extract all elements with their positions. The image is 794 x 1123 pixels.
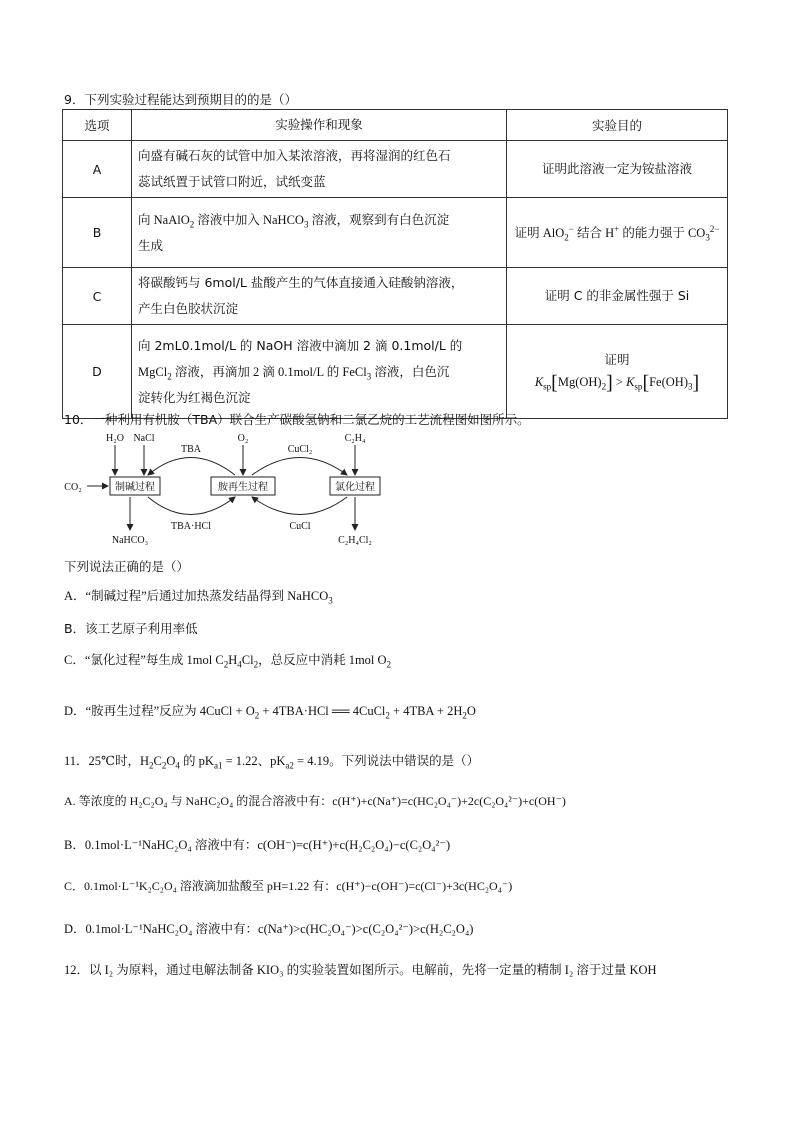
operation-line: 向盛有碱石灰的试管中加入某浓溶液，再将湿润的红色石 (138, 148, 451, 163)
row-operation (132, 325, 507, 419)
label-cucl2: CuCl₂ (287, 444, 313, 455)
operation-line: 产生白色胶状沉淀 (138, 301, 239, 316)
label-nacl: NaCl (133, 433, 155, 444)
row-operation (132, 268, 507, 325)
row-option: A (63, 141, 132, 198)
label-c2h4: C₂H₄ (344, 433, 366, 444)
operation-line: 向 NaAlO$_2$ 溶液中加入 NaHCO$_3$ 溶液，观察到有白色沉淀 (138, 212, 450, 229)
q11-option-a: A. 等浓度的 H₂C₂O₄ 与 NaHC₂O₄ 的混合溶液中有：c(H⁺)+c(Na⁺)=c(HC₂O₄⁻)+2c(C₂O₄²⁻)+c(OH⁻) (64, 794, 566, 808)
operation-line: MgCl$_2$ 溶液，再滴加 2 滴 0.1mol/L 的 FeCl$_3$ 溶液，白色沉 (138, 364, 450, 381)
label-o2: O₂ (237, 433, 249, 444)
label-h2o: H₂O (106, 433, 124, 444)
table-row (63, 268, 728, 325)
table-row (63, 325, 728, 419)
operation-line: 将碳酸钙与 6mol/L 盐酸产生的气体直接通入硅酸钠溶液， (138, 275, 464, 290)
table-row (63, 198, 728, 268)
row-purpose: 证明 AlO$_2$− 结合 H+ 的能力强于 $CO_3^{2-}$ (507, 198, 728, 268)
row-operation (132, 198, 507, 268)
row-option: C (63, 268, 132, 325)
q10-option-d: D．“胺再生过程”反应为 4CuCl + $O_2 + 4TBA\cdot HCl$ ══ 4CuCl$_2$ + $4TBA + 2H_2O$ (64, 704, 476, 721)
table-row (63, 141, 728, 198)
operation-line: 向 2mL0.1mol/L 的 NaOH 溶液中滴加 2 滴 0.1mol/L 的 (138, 337, 463, 353)
q10-option-b: B．该工艺原子利用率低 (64, 621, 198, 636)
q10-ask: 下列说法正确的是（） (64, 559, 190, 574)
label-co2: CO₂ (64, 482, 82, 493)
q11-stem: 11．25℃时，$H_2C_2O_4$ 的 $pK_{a1} = 1.22$、$pK_{a2} = 4.19$。下列说法中错误的是（） (64, 754, 480, 771)
q10-option-a: A．“制碱过程”后通过加热蒸发结晶得到 NaHCO$_3$ (64, 589, 333, 606)
header-option: 选项 (63, 110, 132, 141)
q10-stem: 10．一种利用有机胺（TBA）联合生产碳酸氢钠和二氯乙烷的工艺流程图如图所示。 (64, 412, 530, 427)
row-option: B (63, 198, 132, 268)
label-nahco3: NaHCO₃ (111, 535, 149, 546)
q9-table (62, 109, 728, 419)
arc-tba (148, 458, 235, 476)
arc-cucl2 (252, 458, 347, 476)
label-amine-regeneration: 胺再生过程 (218, 482, 268, 493)
label-tbahcl: TBA·HCl (171, 521, 211, 532)
q11-option-c: C．0.1mol·L⁻¹K₂C₂O₄ 溶液滴加盐酸至 pH=1.22 有：c(H⁺)−c(OH⁻)=c(Cl⁻)+3c(HC₂O₄⁻) (64, 879, 513, 893)
row-option: D (63, 325, 132, 419)
label-cucl: CuCl (289, 521, 311, 532)
arc-cucl (252, 497, 347, 515)
label-alkali-process: 制碱过程 (115, 482, 155, 493)
process-flow-diagram (60, 430, 400, 554)
ksp-comparison: $K_{sp}[Mg(OH)_2] > K_{sp}[Fe(OH)_3]$ (534, 372, 700, 394)
header-operation: 实验操作和现象 (132, 110, 507, 141)
table-header-row (63, 110, 728, 141)
row-purpose: 证明此溶液一定为铵盐溶液 (507, 141, 728, 198)
label-c2h4cl2: C₂H₄Cl₂ (338, 535, 372, 546)
q11-option-d: D．0.1mol·L⁻¹NaHC₂O₄ 溶液中有：c(Na⁺)>c(HC₂O₄⁻)>c(C₂O₄²⁻)>c(H₂C₂O₄) (64, 922, 474, 936)
q11-option-b: B．0.1mol·L⁻¹NaHC₂O₄ 溶液中有：c(OH⁻)=c(H⁺)+c(H₂C₂O₄)−c(C₂O₄²⁻) (64, 838, 451, 852)
label-chlorination: 氯化过程 (335, 482, 375, 493)
row-purpose (507, 325, 728, 419)
operation-line: 生成 (138, 237, 164, 253)
header-purpose: 实验目的 (507, 110, 728, 141)
q10-option-c: C．“氯化过程”每生成 1mol $C_2H_4Cl_2$，总反应中消耗 1mol $O_2$ (64, 653, 392, 670)
purpose-line: 证明 (604, 353, 630, 367)
operation-line: 蕊试纸置于试管口附近，试纸变蓝 (138, 174, 326, 189)
row-operation (132, 141, 507, 198)
arc-tbahcl (148, 497, 235, 515)
q12-stem: 12．以 I₂ 为原料，通过电解法制备 KIO₃ 的实验装置如图所示。电解前，先将一定量的精制 I₂ 溶于过量 KOH (64, 963, 657, 977)
q9-stem: 9．下列实验过程能达到预期目的的是（） (64, 92, 297, 107)
label-tba: TBA (181, 444, 201, 455)
row-purpose: 证明 C 的非金属性强于 Si (507, 268, 728, 325)
operation-line: 淀转化为红褐色沉淀 (138, 389, 251, 405)
